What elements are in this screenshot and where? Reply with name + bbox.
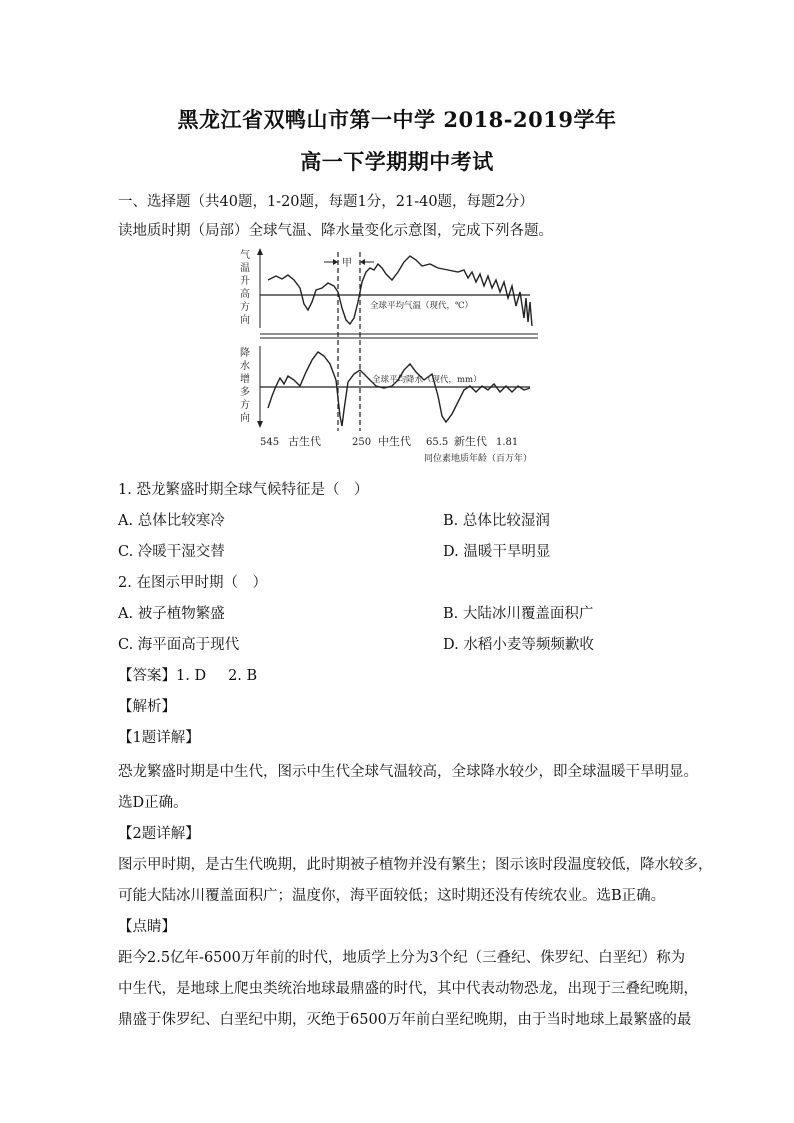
answer-1: 1. D [176,668,207,684]
temp-curve [268,256,532,326]
jia-label: 甲 [342,258,352,269]
precip-axis-char: 向 [240,413,250,424]
title-line-2: 高一下学期期中考试 [300,149,494,174]
precip-axis-char: 降 [240,348,250,359]
era-paleozoic: 古生代 [288,435,321,448]
question-2-option-c[interactable]: C. 海平面高于现代 [118,637,240,653]
era-mesozoic: 中生代 [378,435,411,448]
question-1-option-c[interactable]: C. 冷暖干湿交替 [118,544,225,560]
q1-detail-line: 选D正确。 [118,795,188,811]
tip-line: 中生代，是地球上爬虫类统治地球最鼎盛的时代，其中代表动物恐龙，出现于三叠纪晚期， [118,981,698,997]
precip-axis-char: 多 [240,387,250,398]
question-1-option-d[interactable]: D. 温暖干旱明显 [443,544,551,560]
temp-axis-char: 升 [240,276,250,287]
precip-axis-char: 增 [240,374,250,385]
q1-detail-label: 【1题详解】 [118,730,200,746]
tip-label: 【点睛】 [118,919,176,935]
temp-axis-label [240,249,250,326]
question-1-option-a[interactable]: A. 总体比较寒冷 [118,513,225,529]
answer-line [118,664,279,685]
temp-axis-char: 高 [240,289,250,300]
title-line-1: 黑龙江省双鸭山市第一中学 2018-2019学年 [177,107,617,132]
temp-axis-char: 温 [240,263,250,274]
question-2-option-a[interactable]: A. 被子植物繁盛 [118,606,225,622]
precip-axis-char: 水 [240,361,250,372]
temp-axis-arrow-icon [257,248,263,255]
precip-baseline-label: 全球平均降水（现代，mm） [372,375,482,385]
x-tick-1-81: 1.81 [496,437,519,448]
x-tick-250: 250 [352,437,372,448]
question-1-stem: 1. 恐龙繁盛时期全球气候特征是（ ） [118,482,369,498]
precip-axis-label [240,346,250,424]
x-tick-65-5: 65.5 [426,437,449,448]
q1-detail-line: 恐龙繁盛时期是中生代，图示中生代全球气温较高，全球降水较少，即全球温暖干旱明显。 [118,764,698,780]
x-axis-caption: 同位素地质年龄（百万年） [424,454,533,464]
intro-text: 读地质时期（局部）全球气温、降水量变化示意图，完成下列各题。 [118,223,553,239]
temp-axis-char: 方 [240,302,250,313]
era-cenozoic: 新生代 [454,435,487,448]
question-2-stem: 2. 在图示甲时期（ ） [118,575,267,591]
question-1-option-b[interactable]: B. 总体比较湿润 [443,513,550,529]
precip-axis-char: 方 [240,400,250,411]
tip-line: 鼎盛于侏罗纪、白垩纪中期，灭绝于6500万年前白垩纪晚期，由于当时地球上最繁盛的最 [118,1012,692,1028]
q2-detail-label: 【2题详解】 [118,826,200,842]
q2-detail-line: 图示甲时期，是古生代晚期，此时期被子植物并没有繁生；图示该时段温度较低，降水较多， [118,857,713,873]
analysis-label: 【解析】 [118,699,176,715]
temp-baseline-label: 全球平均气温（现代，℃） [370,301,474,311]
jia-arrow-right-icon [333,259,338,265]
precip-axis-arrow-icon [257,421,263,428]
answer-2: 2. B [228,668,258,684]
section-heading: 一、选择题（共40题，1-20题，每题1分，21-40题，每题2分） [118,194,534,210]
temp-axis-char: 向 [240,315,250,326]
question-2-option-b[interactable]: B. 大陆冰川覆盖面积广 [443,606,594,622]
temp-axis-char: 气 [240,250,250,261]
answer-label: 【答案】 [118,668,176,684]
q2-detail-line: 可能大陆冰川覆盖面积广；温度你，海平面较低；这时期还没有传统农业。选B正确。 [118,888,666,904]
jia-arrow-left-icon [360,259,365,265]
climate-figure [238,246,558,468]
tip-line: 距今2.5亿年-6500万年前的时代，地质学上分为3个纪（三叠纪、侏罗纪、白垩纪）称为 [118,950,686,966]
x-tick-545: 545 [260,437,280,448]
question-2-option-d[interactable]: D. 水稻小麦等频频歉收 [443,637,594,653]
precip-curve [268,352,530,426]
